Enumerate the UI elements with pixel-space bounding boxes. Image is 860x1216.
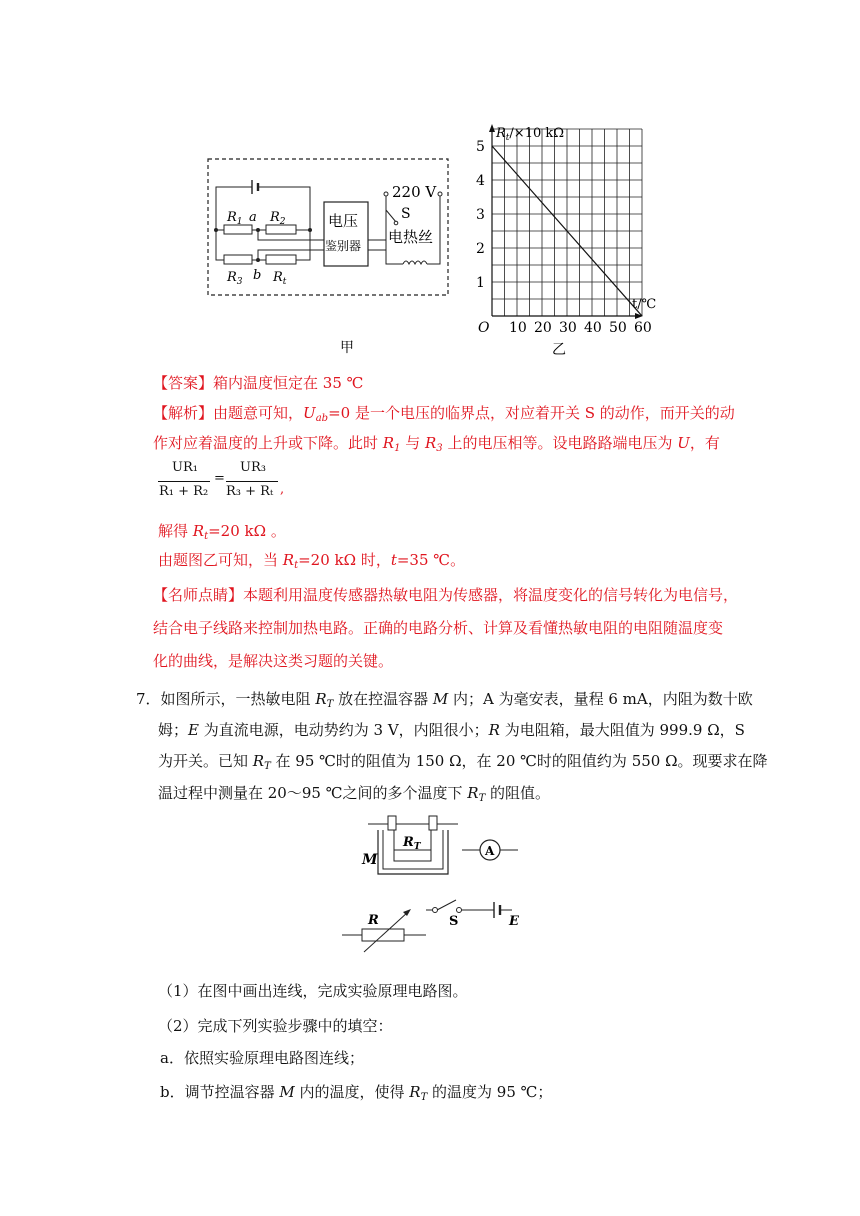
jia-r1-label: $R_1$ (227, 210, 243, 227)
q7-l3a: 为开关。已知 (158, 752, 253, 770)
equation-comma: , (280, 482, 285, 497)
fraction-left-den: R₁ + R₂ (159, 484, 209, 499)
q7-l3-rt: $R_T$ (252, 752, 271, 772)
q7-l4b: 的阻值。 (485, 784, 551, 802)
figure-jia-circuit (200, 150, 460, 355)
jia-node-a: a (249, 210, 257, 225)
yi-xlabel: t/℃ (632, 297, 657, 312)
figure-q7-components (330, 812, 540, 962)
tip-tag: 【名师点睛】 (153, 586, 244, 604)
fraction-left-num: UR₁ (172, 460, 198, 475)
answer-tag: 【答案】 (153, 374, 214, 392)
jia-r2-label: $R_2$ (270, 210, 286, 227)
analysis-l2-u: U (677, 434, 690, 452)
x-tick-label: 50 (609, 320, 627, 336)
yi-origin: O (478, 320, 490, 336)
q7-pb-c: 的温度为 95 ℃； (427, 1083, 553, 1101)
analysis-l1b: =0 是一个电压的临界点，对应着开关 S 的动作，而开关的动 (328, 404, 735, 422)
figure-jia-caption: 甲 (340, 340, 354, 355)
y-tick-label: 5 (476, 139, 485, 155)
analysis-l4b: =20 kΩ 时， (298, 551, 391, 569)
q7-l2a: 姆； (158, 721, 189, 739)
analysis-l4c: =35 ℃。 (396, 551, 466, 569)
tip-l1: 本题利用温度传感器热敏电阻为传感器，将温度变化的信号转化为电信号， (243, 586, 739, 604)
y-tick-label: 2 (476, 241, 485, 257)
analysis-l1a: 由题意可知， (213, 404, 304, 422)
figure-yi-graph (470, 118, 670, 358)
analysis-line-4 (158, 549, 465, 577)
analysis-l3b: =20 kΩ 。 (208, 522, 286, 540)
q7-pb-rt: $R_T$ (409, 1083, 428, 1103)
analysis-line-3 (158, 520, 286, 548)
x-tick-label: 10 (509, 320, 527, 336)
equation (156, 460, 296, 510)
figure-yi-caption: 乙 (552, 342, 566, 358)
analysis-l3a: 解得 (158, 522, 193, 540)
q7-l2b: 为直流电源，电动势约为 3 V，内阻很小； (198, 721, 489, 739)
q7-line-3 (158, 750, 768, 778)
tip-line-3: 化的曲线，是解决这类习题的关键。 (153, 652, 394, 670)
analysis-line-2 (153, 432, 720, 460)
q7-l1a: 如图所示，一热敏电阻 (160, 690, 316, 708)
x-tick-label: 30 (559, 320, 577, 336)
jia-switch: S (401, 206, 411, 222)
answer-line (153, 372, 363, 394)
analysis-l2-r1: $R_1$ (382, 434, 401, 454)
q7-l2c: 为电阻箱，最大阻值为 999.9 Ω，S (499, 721, 745, 739)
q7-line-4 (158, 782, 550, 810)
analysis-l4-t: t (390, 551, 397, 569)
q7-fig-r: R (368, 913, 379, 928)
q7-line-2 (158, 719, 745, 741)
fraction-right-num: UR₃ (240, 460, 266, 475)
q7-fig-rt: $R_T$ (403, 835, 421, 852)
q7-step-b (160, 1081, 552, 1109)
x-tick-label: 20 (534, 320, 552, 336)
jia-box-line1: 电压 (328, 212, 359, 230)
q7-fig-m: M (362, 852, 378, 868)
q7-step-a: a．依照实验原理电路图连线； (160, 1049, 364, 1067)
q7-l3b: 在 95 ℃时的阻值为 150 Ω，在 20 ℃时的阻值约为 550 Ω。现要求在降 (270, 752, 768, 770)
tip-line-2: 结合电子线路来控制加热电路。正确的电路分析、计算及看懂热敏电阻的电阻随温度变 (153, 619, 724, 637)
y-tick-label: 3 (476, 207, 485, 223)
q7-fig-s: S (449, 914, 459, 929)
analysis-l2c: ，有 (689, 434, 720, 452)
q7-l2-r: R (488, 721, 500, 739)
q7-l1-m: M (432, 690, 449, 708)
analysis-l2-r3: $R_3$ (425, 434, 443, 454)
analysis-line-1 (153, 402, 735, 430)
analysis-l4a: 由题图乙可知，当 (158, 551, 283, 569)
q7-part-2: （2）完成下列实验步骤中的填空： (158, 1017, 393, 1035)
analysis-l2a: 作对应着温度的上升或下降。此时 (153, 434, 383, 452)
jia-r3-label: $R_3$ (227, 270, 243, 287)
analysis-u: $U_{ab}$ (303, 404, 329, 424)
q7-part-1: （1）在图中画出连线，完成实验原理电路图。 (158, 982, 468, 1000)
q7-number: 7． (136, 690, 161, 708)
equals-sign: = (214, 471, 225, 486)
fraction-right-den: R₃ + Rₜ (226, 484, 274, 499)
jia-heater: 电热丝 (388, 228, 434, 246)
analysis-l3-r: $R_t$ (192, 522, 209, 542)
tip-line-1 (153, 584, 738, 606)
q7-fig-ammeter: A (485, 844, 495, 858)
x-tick-label: 60 (634, 320, 652, 336)
q7-pb-b: 内的温度，使得 (294, 1083, 410, 1101)
answer-text: 箱内温度恒定在 35 ℃ (213, 374, 364, 392)
analysis-l2mid: 与 (400, 434, 425, 452)
q7-l1b: 放在控温容器 (333, 690, 433, 708)
q7-pb-m: M (279, 1083, 295, 1101)
y-tick-label: 4 (476, 173, 485, 189)
jia-node-b: b (253, 268, 262, 283)
jia-box-line2: 鉴别器 (325, 239, 362, 253)
q7-l1-rt: $R_T$ (315, 690, 334, 710)
q7-l4-rt: $R_T$ (467, 784, 486, 804)
analysis-l2b: 上的电压相等。设电路路端电压为 (442, 434, 678, 452)
jia-supply: 220 V (392, 183, 437, 201)
x-tick-label: 40 (584, 320, 602, 336)
analysis-tag: 【解析】 (153, 404, 214, 422)
q7-l2-e: E (188, 721, 199, 739)
q7-l4a: 温过程中测量在 20～95 ℃之间的多个温度下 (158, 784, 468, 802)
q7-line-1 (136, 688, 753, 716)
yi-ylabel: $R_t/\times 10$ kΩ (496, 126, 565, 143)
y-tick-label: 1 (476, 275, 485, 291)
q7-fig-e: E (509, 914, 519, 929)
analysis-l4-r: $R_t$ (282, 551, 299, 571)
q7-pb-a: b．调节控温容器 (160, 1083, 280, 1101)
jia-rt-label: $R_t$ (273, 270, 287, 287)
q7-l1c: 内；A 为毫安表，量程 6 mA，内阻为数十欧 (448, 690, 753, 708)
